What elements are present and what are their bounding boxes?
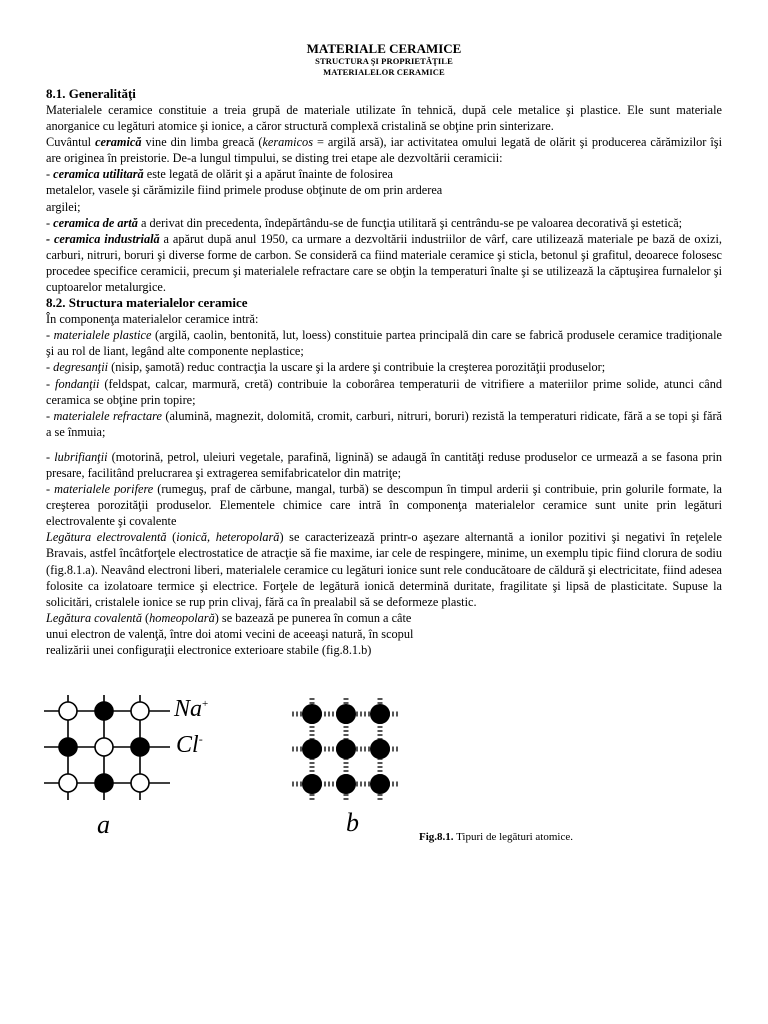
ionic-lattice-a: [44, 695, 170, 800]
cl-ion: [95, 702, 113, 720]
list-item-utilitara: - ceramica utilitară este legată de olărit şi a apărut înainte de folosirea: [46, 167, 393, 182]
cl-ion: [131, 738, 149, 756]
section-2-intro: În componenţa materialelor ceramice intră:: [46, 312, 259, 327]
document-page: [46, 42, 722, 658]
section-2-heading: 8.2. Structura materialelor ceramice: [46, 295, 248, 311]
figure-caption: Fig.8.1. Tipuri de legături atomice.: [419, 831, 573, 843]
component-refractare: - materialele refractare (alumină, magnezit, dolomită, cromit, carburi, nitruri, boruri) rezistă la temperaturi ridicate, fără a se topi şi fără a se înmuia;: [46, 408, 722, 439]
component-plastice: - materialele plastice (argilă, caolin, bentonită, lut, loess) constituie partea principală din care se fabrică produsele ceramice tradiţionale şi au rol de liant, legând alte componente neplastice;: [46, 328, 723, 359]
label-b: b: [346, 808, 359, 837]
figure-ionic-lattice: [0, 690, 768, 850]
list-item-arta: - ceramica de artă a derivat din precedenta, îndepărtându-se de funcţia utilitară şi centrându-se pe valoarea decorativă şi estetică;: [46, 215, 683, 230]
na-ion: [131, 702, 149, 720]
list-item-industriala: - ceramica industrială a apărut după anul 1950, ca urmare a dezvoltării industriilor de vârf, care utilizează materiale pe bază de oxizi, carburi, nitruri, boruri şi diverse forme de carbon. Se consideră ca fiind materiale ceramice şi sticla, betonul şi grafitul, deoarece folosesc procedee specifice ceramicii, precum şi materialele refractare care se obţin la temperaturi înalte şi se utilizează la căptuşirea furnalelor şi cuptoarelor metalurgice.: [46, 231, 722, 295]
na-ion: [131, 774, 149, 792]
covalent-bond-line-2: unui electron de valenţă, între doi atomi vecini de aceeaşi natură, în scopul: [46, 626, 414, 641]
cl-ion: [95, 774, 113, 792]
section-1-paragraph-2: Cuvântul ceramică vine din limba greacă (keramicos = argilă arsă), iar activitatea omului legată de olărit şi producerea cărămizilor îşi are originea în preistorie. De-a lungul timpului, se disting trei etape ale dezvoltării ceramicii:: [46, 135, 722, 166]
component-porifere: - materialele porifere (rumeguş, praf de cărbune, mangal, turbă) se descompun în timpul arderii şi contribuie, prin golurile formate, la creşterea porozităţii produselor. Elementele chimice care intră în componenţa materialelor ceramice sunt unite prin legături electrovalente şi covalente: [46, 482, 722, 529]
document-subtitle-2: MATERIALELOR CERAMICE: [323, 67, 445, 77]
cl-ion: [59, 738, 77, 756]
label-cl: Cl-: [176, 732, 203, 758]
covalent-bond-line-1: Legătura covalentă (homeopolară) se bazează pe punerea în comun a câte: [46, 610, 412, 625]
label-na: Na+: [174, 696, 209, 722]
covalent-lattice-b: [292, 698, 400, 802]
component-degresanti: - degresanţii (nisip, şamotă) reduc contracţia la uscare şi la ardere şi contribuie la creşterea porozităţii produselor;: [46, 360, 606, 375]
list-item-utilitara-cont-2: argilei;: [46, 199, 81, 214]
section-1-paragraph-1: Materialele ceramice constituie a treia grupă de materiale utilizate în tehnică, după cele metalice şi plastice. Ele sunt materiale anorganice cu legături atomice şi ionice, a căror structură complexă cristalină se obţine prin sinterizare.: [46, 103, 722, 134]
document-title: MATERIALE CERAMICE: [306, 41, 462, 56]
list-item-utilitara-cont-1: metalelor, vasele şi cărămizile fiind primele produse obţinute de om prin arderea: [46, 183, 443, 198]
document-subtitle-1: STRUCTURA ŞI PROPRIETĂŢILE: [315, 56, 453, 66]
component-fondanti: - fondanţii (feldspat, calcar, marmură, cretă) contribuie la coborârea temperaturii de vitrifiere a materiilor prime solide, atunci când ceramica se obţine prin topire;: [46, 376, 723, 407]
na-ion: [95, 738, 113, 756]
figure-8-1: [0, 690, 768, 850]
ionic-bond-paragraph: Legătura electrovalentă (ionică, heteropolară) se caracterizează printr-o aşezare alternantă a ionilor pozitivi şi negativi în reţelele Bravais, astfel încâtforţele electrostatice de atracţie să fie maxime, iar cele de respingere, minime, un exemplu tipic fiind clorura de sodiu (fig.8.1.a). Neavând electroni liberi, materialele ceramice cu legături ionice sunt rele conducătoare de căldură şi electricitate, fiind adesea folosite ca izolatoare termice şi electrice. Forţele de legătură ionică determină duritate, fragilitate şi lipsă de plasticitate. Supuse la solicitări, cristalele ionice se rup prin clivaj, fără ca în prealabil să se deformeze plastic.: [46, 530, 722, 609]
label-a: a: [97, 810, 110, 839]
na-ion: [59, 774, 77, 792]
na-ion: [59, 702, 77, 720]
covalent-bond-line-3: realizării unei configuraţii electronice exterioare stabile (fig.8.1.b): [46, 643, 372, 657]
section-1-heading: 8.1. Generalităţi: [46, 86, 136, 101]
component-lubrifianti: - lubrifianţii (motorină, petrol, uleiuri vegetale, parafină, lignină) se adaugă în cantităţi reduse produselor ce urmează a se fasona prin presare, facilitând prelucrarea şi extragerea semifabricatelor din matriţe;: [46, 449, 723, 480]
